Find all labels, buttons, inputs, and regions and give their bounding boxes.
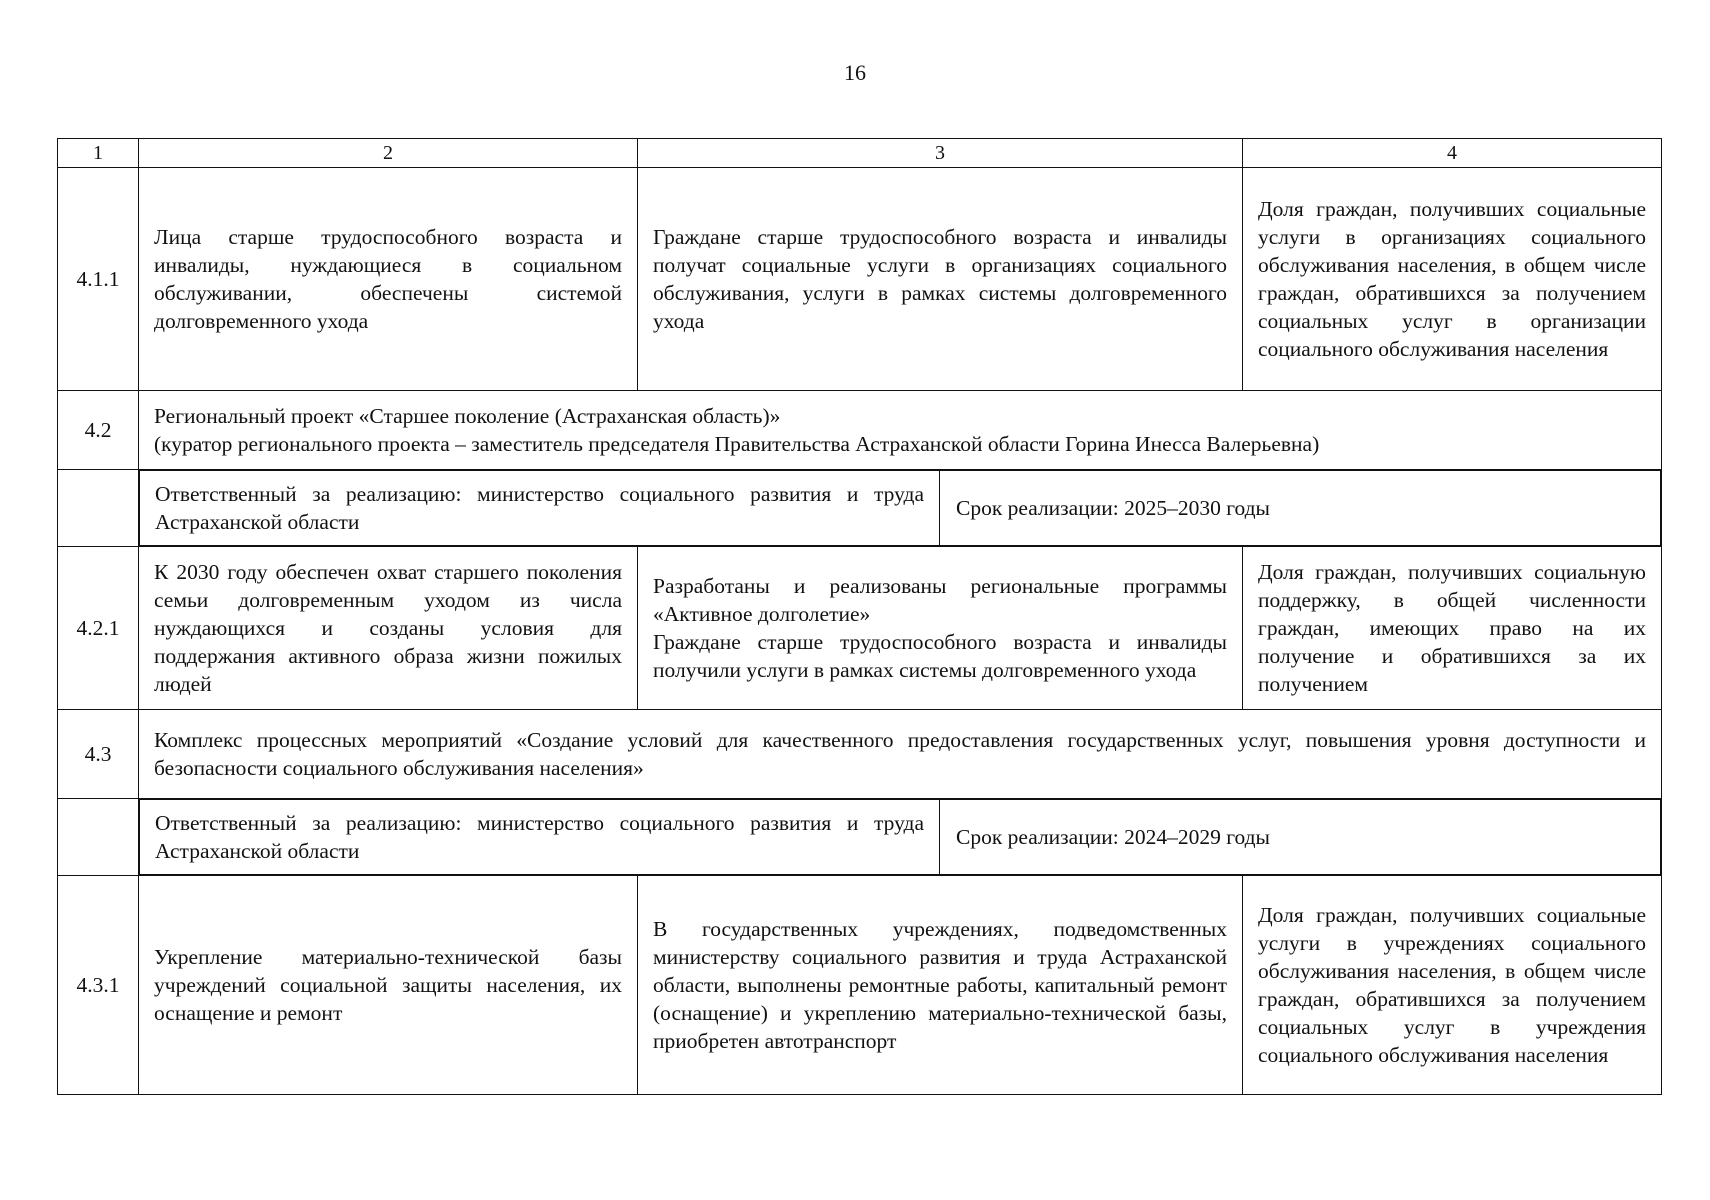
table-header-row <box>58 139 1662 168</box>
header-col-1: 1 <box>58 139 139 168</box>
header-col-2: 2 <box>139 139 638 168</box>
term-text: Срок реализации: 2024–2029 годы <box>940 800 1661 875</box>
row-number: 4.2.1 <box>58 547 139 710</box>
empty-number-cell <box>58 470 139 547</box>
table-row-4-2 <box>58 391 1662 470</box>
indicator-cell: Доля граждан, получивших социальные услуги в учреждениях социального обслуживания населения, в общем числе граждан, обратившихся за получением социальных услуг в учреждения социального обслуживания населения <box>1243 876 1662 1095</box>
complex-cell: Комплекс процессных мероприятий «Создание условий для качественного предоставления государственных услуг, повышения уровня доступности и безопасности социального обслуживания населения» <box>139 710 1662 799</box>
responsible-cell <box>139 799 1662 876</box>
indicator-cell: Доля граждан, получивших социальные услуги в организациях социального обслуживания населения, в общем числе граждан, обратившихся за получением социальных услуг в организации социального обслуживания населения <box>1243 168 1662 391</box>
row-number: 4.3.1 <box>58 876 139 1095</box>
row-number: 4.3 <box>58 710 139 799</box>
result-line-2: Граждане старше трудоспособного возраста и инвалиды получили услуги в рамках системы долговременного ухода <box>653 630 1227 682</box>
task-cell: Лица старше трудоспособного возраста и инвалиды, нуждающиеся в социальном обслуживании, обеспечены системой долговременного ухода <box>139 168 638 391</box>
term-text: Срок реализации: 2025–2030 годы <box>940 471 1661 546</box>
result-cell: Граждане старше трудоспособного возраста и инвалиды получат социальные услуги в организациях социального обслуживания, услуги в рамках системы долговременного ухода <box>638 168 1243 391</box>
row-number: 4.1.1 <box>58 168 139 391</box>
header-col-4: 4 <box>1243 139 1662 168</box>
task-cell: К 2030 году обеспечен охват старшего поколения семьи долговременным уходом из числа нуждающихся и созданы условия для поддержания активного образа жизни пожилых людей <box>139 547 638 710</box>
table-row-4-3 <box>58 710 1662 799</box>
project-cell <box>139 391 1662 470</box>
table-row-4-2-responsible <box>58 470 1662 547</box>
table-row-4-1-1 <box>58 168 1662 391</box>
responsible-cell <box>139 470 1662 547</box>
header-col-3: 3 <box>638 139 1243 168</box>
task-cell: Укрепление материально-технической базы учреждений социальной защиты населения, их оснащение и ремонт <box>139 876 638 1095</box>
responsible-text: Ответственный за реализацию: министерство социального развития и труда Астраханской области <box>140 471 940 546</box>
page-number: 16 <box>844 60 866 85</box>
table-row-4-3-responsible <box>58 799 1662 876</box>
table-row-4-3-1 <box>58 876 1662 1095</box>
project-title: Региональный проект «Старшее поколение (Астраханская область)» <box>154 404 781 428</box>
project-curator: (куратор регионального проекта – заместитель председателя Правительства Астраханской области Горина Инесса Валерьевна) <box>154 432 1320 456</box>
measures-table <box>57 138 1662 1095</box>
empty-number-cell <box>58 799 139 876</box>
result-cell: В государственных учреждениях, подведомственных министерству социального развития и труда Астраханской области, выполнены ремонтные работы, капитальный ремонт (оснащение) и укреплению материально-технической базы, приобретен автотранспорт <box>638 876 1243 1095</box>
indicator-cell: Доля граждан, получивших социальную поддержку, в общей численности граждан, имеющих право на их получение и обратившихся за их получением <box>1243 547 1662 710</box>
result-line-1: Разработаны и реализованы региональные программы «Активное долголетие» <box>653 574 1227 626</box>
table-row-4-2-1 <box>58 547 1662 710</box>
responsible-text: Ответственный за реализацию: министерство социального развития и труда Астраханской области <box>140 800 940 875</box>
result-cell <box>638 547 1243 710</box>
row-number: 4.2 <box>58 391 139 470</box>
